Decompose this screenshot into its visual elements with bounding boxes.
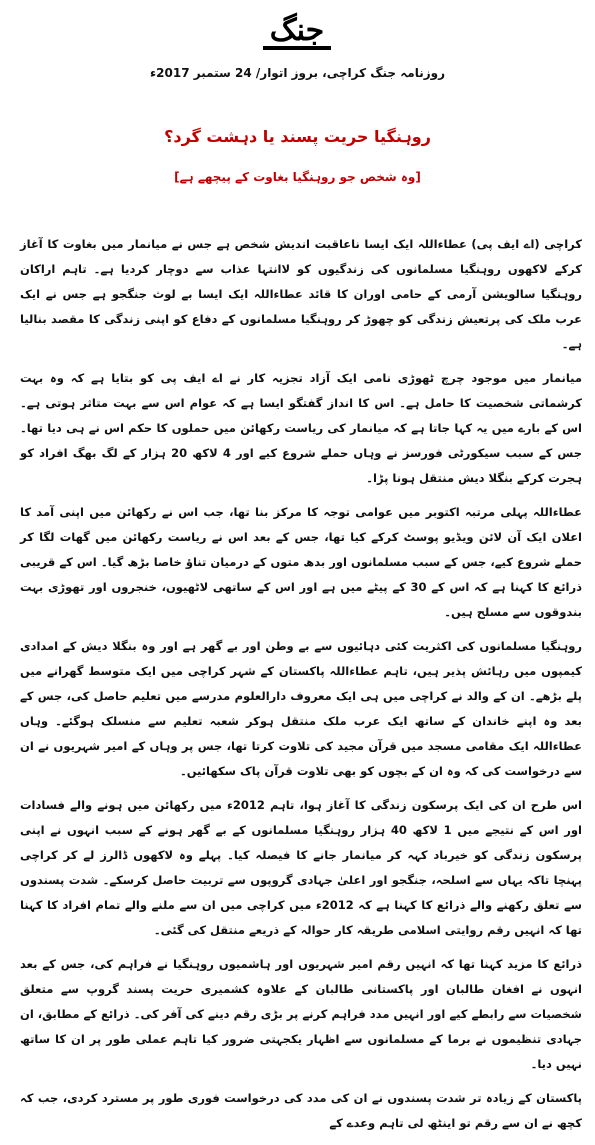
- dateline: روزنامہ جنگ کراچی، بروز اتوار/ 24 ستمبر 2017ء: [150, 66, 445, 80]
- paragraph: میانمار میں موجود چرچ ٹھوڑی نامی ایک آزاد تجزیہ کار نے اے ایف پی کو بتایا ہے کہ وہ بہت کرشماتی شخصیت کا حامل ہے۔ اس کا انداز گفتگو ایسا ہے کہ عوام اس سے بہت متاثر ہوتی ہے۔ اس کے بارے میں یہ کہا جاتا ہے کہ میانمار کی ریاست رکھائن میں حملوں کا حکم اس نے ہی دیا تھا۔ جس کے سبب سیکورٹی فورسز نے وہاں حملے شروع کیے اور 4 لاکھ 20 ہزار کے لگ بھگ افراد کو ہجرت کرکے بنگلا دیش منتقل ہونا پڑا۔: [20, 371, 582, 485]
- headline: روہنگیا حریت پسند یا دہشت گرد؟: [164, 127, 431, 146]
- paragraph: کراچی (اے ایف پی) عطاءاللہ ایک ایسا ناعاقبت اندیش شخص ہے جس نے میانمار میں بغاوت کا آغاز کرکے لاکھوں روہنگیا مسلمانوں کی زندگیوں کو لاانتہا عذاب سے دوچار کردیا ہے۔ تاہم اراکان روہنگیا سالویشن آرمی کے حامی اوران کا قائد عطاءاللہ ایک ایسا بے لوث جنگجو ہے جس نے ایک عرب ملک کی پرتعیش زندگی کو چھوڑ کر روہنگیا مسلمانوں کے دفاع کو اپنی زندگی کا مقصد بنالیا ہے۔: [20, 237, 582, 351]
- article-body: [20, 232, 582, 1145]
- paragraph: روہنگیا مسلمانوں کی اکثریت کئی دہائیوں سے بے وطن اور بے گھر ہے اور وہ بنگلا دیش کے امدادی کیمپوں میں رہائش پذیر ہیں، تاہم عطاءاللہ پاکستان کے شہر کراچی میں ایک متوسط گھرانے میں پلے بڑھے۔ ان کے والد نے کراچی میں ہی ایک معروف دارالعلوم مدرسے میں تعلیم حاصل کی، جس کے بعد وہ اپنے خاندان کے ساتھ ایک عرب ملک منتقل ہوکر شعبہ تعلیم سے منسلک ہوگئے۔ وہاں عطاءاللہ ایک مقامی مسجد میں قرآن مجید کی تلاوت کرتا تھا، جس پر وہاں کے امیر شہریوں نے ان سے درخواست کی کہ وہ ان کے بچوں کو بھی تلاوت قرآن پاک سکھائیں۔: [20, 639, 582, 778]
- logo-text: جنگ: [269, 13, 325, 48]
- paragraph: اس طرح ان کی ایک پرسکون زندگی کا آغاز ہوا، تاہم 2012ء میں رکھائن میں ہونے والے فسادات اور اس کے نتیجے میں 1 لاکھ 40 ہزار روہنگیا مسلمانوں کے بے گھر ہونے کے سبب انہوں نے اپنی پرسکون زندگی کو خیرباد کہہ کر میانمار جانے کا فیصلہ کیا۔ پہلے وہ لاکھوں ڈالرز لے کر کراچی پہنچا تاکہ یہاں سے اسلحہ، جنگجو اور اعلیٰ جہادی گروپوں سے تربیت حاصل کرسکے۔ شدت پسندوں سے تعلق رکھنے والے ذرائع کا کہنا ہے کہ 2012ء میں کراچی میں ان سے ملنے والے تمام افراد کا کہنا تھا کہ انہیں رقم روایتی اسلامی طریقہ کار حوالہ کے ذریعے منتقل کی گئی۔: [20, 798, 582, 937]
- subheadline: [وہ شخص جو روہنگیا بغاوت کے پیچھے ہے]: [174, 170, 421, 184]
- paragraph: ذرائع کا مزید کہنا تھا کہ انہیں رقم امیر شہریوں اور ہاشمیوں روہنگیا نے فراہم کی، جس کے بعد انہوں نے افغان طالبان اور پاکستانی طالبان کے علاوہ کشمیری حریت پسند گروپ سے متعلق شخصیات سے رابطے کیے اور انہیں مدد فراہم کرنے پر بڑی رقم دینے کی آفر کی۔ ذرائع کے مطابق، ان جہادی تنظیموں نے برما کے مسلمانوں سے اظہار یکجہتی ضرور کیا تاہم عملی طور پر ان کا ساتھ نہیں دیا۔: [20, 957, 582, 1071]
- paragraph: عطاءاللہ پہلی مرتبہ اکتوبر میں عوامی توجہ کا مرکز بنا تھا، جب اس نے رکھائن میں اپنی آمد کا اعلان ایک آن لائن ویڈیو پوسٹ کرکے کیا تھا، جس کے بعد اس نے ریاست رکھائن میں گھات لگا کر حملے شروع کیے، جس کے سبب مسلمانوں اور بدھ متوں کے درمیان تناؤ خاصا بڑھ گیا۔ اس کے قریبی ذرائع کا کہنا ہے کہ اس کے 30 کے پیٹے میں ہے اور اس کے ساتھی لاٹھیوں، خنجروں اور تھوڑی بہت بندوقوں سے مسلح ہیں۔: [20, 505, 582, 619]
- newspaper-logo: [263, 8, 331, 50]
- paragraph: پاکستان کے زیادہ تر شدت پسندوں نے ان کی مدد کی درخواست فوری طور پر مسترد کردی، جب کہ کچھ نے ان سے رقم تو اینٹھ لی تاہم وعدے کے: [20, 1091, 582, 1130]
